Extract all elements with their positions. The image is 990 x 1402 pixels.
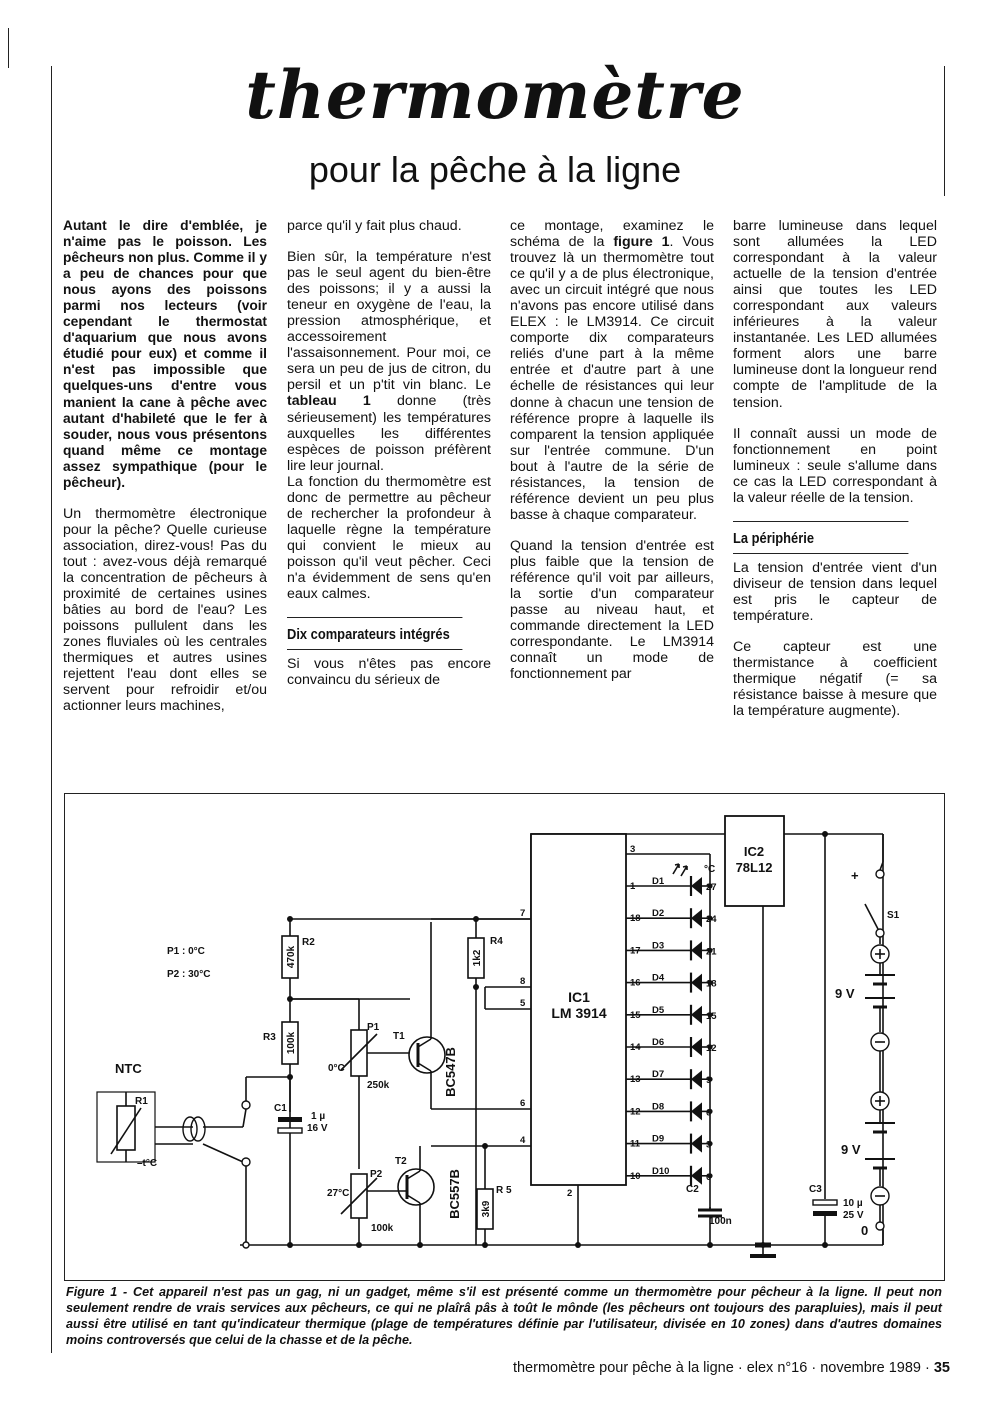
svg-text:10 µ: 10 µ	[843, 1198, 863, 1209]
svg-text:7: 7	[520, 908, 526, 919]
paragraph: ce montage, examinez le schéma de la figure 1. Vous trouvez là un thermomètre tout ce qu'il y a de plus électronique, avec un circuit intégré que nous n'avons pas encore utilisé dans ELEX : le LM3914. Ce circuit comporte dix comparateurs reliés d'une part à la même entrée et d'autre part à une échelle de résistances qui leur donne à chacun une tension de référence propre à laquelle ils comparent la tension appliquée sur l'entrée commune. D'un bout à l'autre de la série de résistances, la tension de référence devient un peu plus basse à chaque comparateur.	[510, 218, 714, 523]
svg-text:15: 15	[706, 1010, 717, 1022]
svg-text:100k: 100k	[371, 1223, 394, 1234]
svg-text:21: 21	[706, 946, 717, 958]
svg-text:1 µ: 1 µ	[311, 1111, 326, 1122]
figure-reference: figure 1	[613, 234, 670, 251]
svg-text:4: 4	[520, 1135, 526, 1146]
svg-text:+: +	[851, 868, 859, 883]
paragraph: La fonction du thermomètre est donc de permettre au pêcheur de rechercher la profondeur à laquelle règne la température qui convient le mieux au poisson qu'il veut pêcher. Ceci n'a évidemment de sens qu'en eaux calmes.	[287, 473, 491, 603]
led-d8	[626, 1101, 713, 1121]
svg-text:6: 6	[520, 1098, 526, 1109]
page-number: 35	[933, 1360, 950, 1376]
capacitor-c3	[813, 1200, 837, 1205]
paragraph: Un thermomètre électronique pour la pêche? Quelle curieuse association, direz-vous! Pas du tout : avez-vous déjà remarqué la concentration de pêcheurs à proximité de certaines usines bâties au bord de l'eau? Les poissons pullulent dans les zones fluviales où les centrales thermiques et autres usines rejettent l'eau dont elles se servent pour refroidir et/ou actionner leurs machines,	[63, 505, 267, 715]
svg-text:D9: D9	[652, 1133, 665, 1145]
article-title: thermomètre	[245, 56, 745, 134]
paragraph: parce qu'il y fait plus chaud.	[287, 218, 462, 234]
svg-text:NTC: NTC	[115, 1061, 142, 1076]
svg-text:9: 9	[706, 1075, 712, 1087]
svg-text:14: 14	[630, 1042, 641, 1053]
capacitor-c1	[278, 1117, 302, 1122]
svg-text:25 V: 25 V	[843, 1210, 864, 1221]
svg-text:0°C: 0°C	[328, 1063, 345, 1074]
svg-text:IC2: IC2	[743, 844, 765, 859]
led-d7	[626, 1069, 713, 1089]
svg-text:1: 1	[630, 881, 636, 892]
svg-text:3k9: 3k9	[481, 1200, 492, 1218]
svg-text:D8: D8	[652, 1101, 665, 1113]
svg-text:27: 27	[706, 882, 717, 893]
led-d5	[626, 1005, 717, 1025]
svg-text:P2 : 30°C: P2 : 30°C	[167, 969, 211, 980]
svg-text:D3: D3	[652, 940, 665, 952]
svg-text:C1: C1	[274, 1103, 287, 1114]
svg-text:R4: R4	[490, 936, 503, 947]
svg-text:R1: R1	[135, 1096, 148, 1107]
led-d1	[626, 876, 717, 896]
svg-text:27°C: 27°C	[327, 1188, 350, 1199]
led-d2	[626, 908, 717, 928]
figure-caption: Figure 1 - Cet appareil n'est pas un gag, ni un gadget, même s'il est présenté comme un thermomètre pour pêcheur à la ligne. Il peut non seulement rendre de vrais services aux pêcheurs, ce qui ne plaîrâ pâs à toût le mônde (les pêcheurs ont toujours des parapluies), mais il peut aussi être utilisé en tant qu'indicateur thermique (plage de températures définie par l'utilisateur, divisée en 10 zones) dans d'autres domaines moins controversés que celui de la chasse et de la pêche.	[66, 1285, 942, 1347]
section-heading: La périphérie	[733, 521, 908, 554]
light-rays-icon	[673, 864, 687, 876]
svg-text:D10: D10	[652, 1165, 670, 1177]
svg-text:18: 18	[706, 978, 717, 990]
paragraph: Quand la tension d'entrée est plus faible que la tension de référence qu'il voit par ailleurs, la sortie d'un comparateur passe au niveau haut, et commande directement la LED correspondante. Le LM3914 connaît un mode de fonctionnement par	[510, 537, 714, 683]
svg-text:24: 24	[706, 914, 717, 926]
svg-text:C3: C3	[809, 1184, 822, 1195]
svg-text:P1 : 0°C: P1 : 0°C	[167, 946, 205, 957]
svg-text:P2: P2	[370, 1169, 383, 1180]
svg-text:BC557B: BC557B	[447, 1169, 462, 1219]
svg-text:12: 12	[630, 1106, 641, 1118]
footer-text: thermomètre pour pêche à la ligne · elex n°16 · novembre 1989 ·	[512, 1360, 930, 1376]
led-d9	[626, 1134, 713, 1154]
svg-text:13: 13	[630, 1074, 641, 1086]
svg-text:16 V: 16 V	[307, 1123, 328, 1134]
led-d3	[626, 940, 717, 960]
svg-text:2: 2	[567, 1188, 573, 1199]
svg-text:18: 18	[630, 913, 641, 925]
switch-s1	[876, 870, 884, 878]
svg-text:6: 6	[706, 1107, 712, 1119]
svg-text:3: 3	[630, 844, 636, 855]
svg-text:C2: C2	[686, 1184, 699, 1195]
paragraph: barre lumineuse dans lequel sont allumées la LED correspondant à la valeur actuelle de la tension d'entrée ainsi que toutes les LED correspondant aux valeurs inférieures à la valeur instantanée. Les LED allumées forment alors une barre lumineuse dont la longueur rend compte de l'amplitude de la tension.	[733, 218, 937, 411]
svg-text:9 V: 9 V	[835, 986, 855, 1001]
svg-text:LM 3914: LM 3914	[551, 1005, 607, 1021]
svg-text:D2: D2	[652, 908, 665, 920]
svg-text:R 5: R 5	[496, 1185, 512, 1196]
svg-text:T1: T1	[393, 1031, 405, 1042]
svg-text:0: 0	[861, 1223, 869, 1238]
svg-text:1k2: 1k2	[472, 949, 483, 967]
svg-text:D7: D7	[652, 1069, 665, 1081]
svg-text:8: 8	[520, 976, 526, 987]
column-1	[63, 218, 267, 729]
svg-text:78L12: 78L12	[735, 860, 773, 875]
schematic-figure	[64, 793, 945, 1281]
left-margin-line	[51, 66, 52, 1353]
svg-text:11: 11	[630, 1138, 641, 1150]
circuit-schematic	[65, 794, 944, 1280]
svg-text:R2: R2	[302, 937, 315, 948]
column-3	[510, 218, 714, 697]
paragraph: Il connaît aussi un mode de fonctionnement en point lumineux : seule s'allume dans ce cas la LED correspondant à la valeur réelle de la tension.	[733, 425, 937, 506]
paragraph: Ce capteur est une thermistance à coefficient thermique négatif (= sa résistance baisse à mesure que la température augmente).	[733, 639, 937, 720]
svg-text:–t°C: –t°C	[137, 1158, 158, 1169]
ntc-thermistor	[117, 1106, 135, 1150]
svg-text:D1: D1	[652, 876, 665, 887]
table-reference: tableau 1	[287, 393, 371, 410]
svg-text:16: 16	[630, 977, 641, 989]
svg-text:0: 0	[706, 1171, 712, 1183]
section-heading: Dix comparateurs intégrés	[287, 617, 462, 650]
paragraph: Bien sûr, la température n'est pas le seul agent du bien-être des poissons; il y a aussi la teneur en oxygène de l'eau, la pression atmosphérique, et accessoirement l'assaisonnement. Pour moi, ce sera un peu de jus de citron, du persil et un p'tit vin blanc. Le tableau 1 donne (très sérieusement) les températures auxquelles les différentes espèces de poisson préfèrent lire leur journal.	[287, 249, 491, 474]
led-d10	[626, 1166, 713, 1186]
article-subtitle: pour la pêche à la ligne	[308, 149, 682, 190]
led-d4	[626, 973, 717, 993]
svg-text:P1: P1	[367, 1022, 380, 1033]
column-4	[733, 218, 937, 734]
svg-text:°C: °C	[704, 864, 716, 875]
lead-paragraph: Autant le dire d'emblée, je n'aime pas le poisson. Les pêcheurs non plus. Comme il y a peu de chances pour que nous ayons des poissons parmi nos lecteurs (voir cependant le thermostat d'aquarium que nous avons étudié pour eux) et comme il n'est pas impossible que quelques-uns d'entre vous manient la cane à pêche avec autant d'habileté que le fer à souder, nous vous présentons quand même ce montage assez sympathique (pour le pêcheur).	[63, 218, 267, 490]
led-ladder	[626, 864, 717, 1186]
svg-text:BC547B: BC547B	[443, 1047, 458, 1097]
svg-text:10: 10	[630, 1170, 641, 1182]
svg-text:250k: 250k	[367, 1080, 390, 1091]
page-footer	[513, 1360, 950, 1376]
svg-text:D6: D6	[652, 1037, 665, 1048]
led-d6	[626, 1037, 717, 1057]
svg-text:R3: R3	[263, 1032, 276, 1043]
svg-text:9 V: 9 V	[841, 1142, 861, 1157]
svg-text:100n: 100n	[709, 1216, 732, 1227]
svg-text:3: 3	[706, 1139, 712, 1151]
svg-text:12: 12	[706, 1043, 717, 1054]
svg-text:17: 17	[630, 945, 641, 957]
svg-text:5: 5	[520, 998, 526, 1009]
svg-text:15: 15	[630, 1009, 641, 1021]
svg-text:D4: D4	[652, 972, 665, 984]
svg-text:100k: 100k	[286, 1031, 297, 1055]
paragraph: La tension d'entrée vient d'un diviseur de tension dans lequel est pris le capteur de température.	[733, 559, 937, 624]
svg-text:IC1: IC1	[568, 989, 590, 1005]
svg-text:S1: S1	[887, 910, 900, 921]
column-2	[287, 218, 491, 703]
svg-text:T2: T2	[395, 1156, 407, 1167]
svg-text:D5: D5	[652, 1004, 665, 1016]
paragraph: Si vous n'êtes pas encore convaincu du sérieux de	[287, 656, 491, 689]
svg-text:470k: 470k	[286, 945, 297, 969]
